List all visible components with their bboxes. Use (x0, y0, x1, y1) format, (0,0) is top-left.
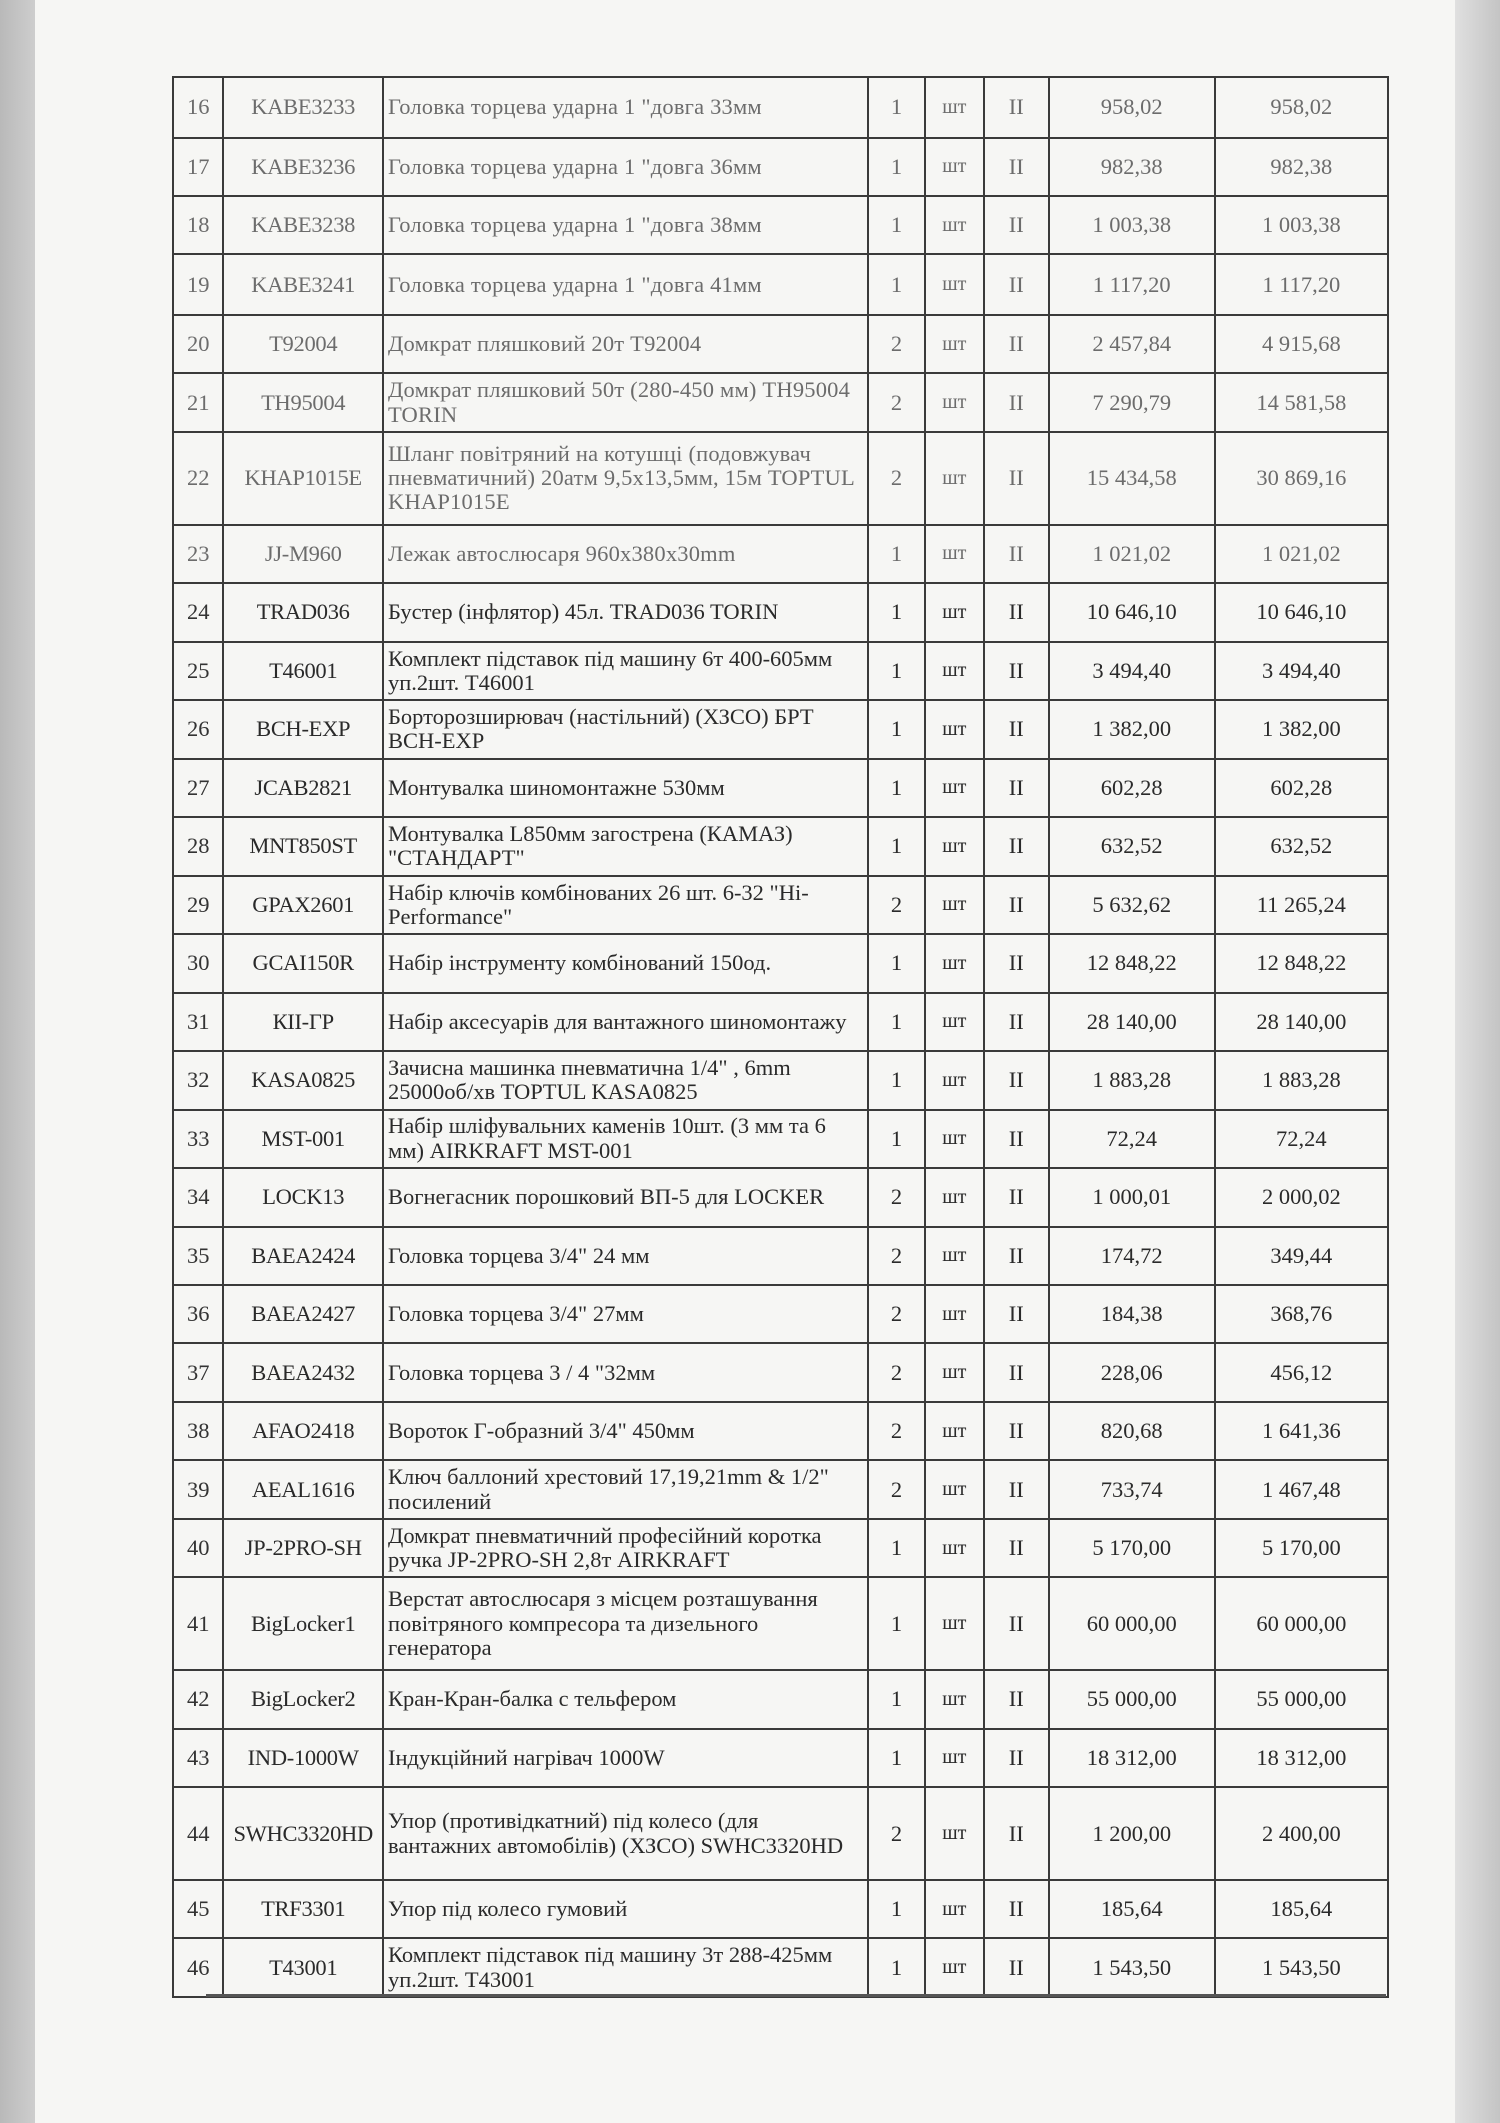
item-sum: 18 312,00 (1215, 1729, 1388, 1787)
item-price: 1 382,00 (1049, 700, 1215, 758)
item-unit: шт (925, 1577, 984, 1670)
item-price: 1 021,02 (1049, 525, 1215, 583)
item-sum: 1 641,36 (1215, 1402, 1388, 1460)
item-code: JJ-M960 (223, 525, 383, 583)
item-price: 1 200,00 (1049, 1787, 1215, 1880)
item-quantity: 2 (868, 1168, 925, 1226)
item-code: BAEA2424 (223, 1227, 383, 1285)
item-name: Монтувалка шиномонтажне 530мм (383, 759, 868, 817)
item-sum: 4 915,68 (1215, 315, 1388, 373)
item-name: Монтувалка L850мм загострена (КАМАЗ) "СТАНДАРТ" (383, 817, 868, 875)
item-name: Шланг повітряний на котушці (подовжувач пневматичний) 20атм 9,5x13,5мм, 15м TOPTUL KHAP1015E (383, 432, 868, 525)
item-name: Упор (противідкатний) під колесо (для вантажних автомобілів) (ХЗСО) SWHC3320HD (383, 1787, 868, 1880)
row-number: 28 (173, 817, 223, 875)
item-grade: II (984, 1460, 1049, 1518)
item-unit: шт (925, 432, 984, 525)
table-row (173, 1051, 1388, 1109)
item-grade: II (984, 1880, 1049, 1938)
item-unit: шт (925, 1519, 984, 1577)
item-quantity: 1 (868, 1519, 925, 1577)
row-number: 30 (173, 934, 223, 992)
row-number: 31 (173, 993, 223, 1051)
item-grade: II (984, 1577, 1049, 1670)
table-row (173, 1227, 1388, 1285)
row-number: 44 (173, 1787, 223, 1880)
item-grade: II (984, 525, 1049, 583)
item-unit: шт (925, 1880, 984, 1938)
item-quantity: 2 (868, 1285, 925, 1343)
table-row (173, 1577, 1388, 1670)
item-quantity: 1 (868, 138, 925, 196)
item-unit: шт (925, 525, 984, 583)
item-unit: шт (925, 1402, 984, 1460)
table-row (173, 817, 1388, 875)
item-price: 10 646,10 (1049, 583, 1215, 641)
item-code: KABE3236 (223, 138, 383, 196)
item-price: 15 434,58 (1049, 432, 1215, 525)
item-code: TRF3301 (223, 1880, 383, 1938)
item-price: 1 000,01 (1049, 1168, 1215, 1226)
item-name: Комплект підставок під машину 6т 400-605мм уп.2шт. T46001 (383, 642, 868, 700)
item-unit: шт (925, 1460, 984, 1518)
table-row (173, 1402, 1388, 1460)
item-name: Головка торцева 3 / 4 "32мм (383, 1343, 868, 1401)
item-price: 1 543,50 (1049, 1938, 1215, 1997)
item-code: BigLocker1 (223, 1577, 383, 1670)
item-sum: 1 543,50 (1215, 1938, 1388, 1997)
item-unit: шт (925, 759, 984, 817)
item-sum: 28 140,00 (1215, 993, 1388, 1051)
item-name: Головка торцева ударна 1 "довга 36мм (383, 138, 868, 196)
item-grade: II (984, 1938, 1049, 1997)
item-code: KASA0825 (223, 1051, 383, 1109)
item-price: 28 140,00 (1049, 993, 1215, 1051)
item-quantity: 1 (868, 583, 925, 641)
item-unit: шт (925, 1227, 984, 1285)
item-unit: шт (925, 254, 984, 315)
row-number: 38 (173, 1402, 223, 1460)
row-number: 33 (173, 1110, 223, 1168)
item-grade: II (984, 934, 1049, 992)
item-sum: 60 000,00 (1215, 1577, 1388, 1670)
item-sum: 1 117,20 (1215, 254, 1388, 315)
item-sum: 349,44 (1215, 1227, 1388, 1285)
item-quantity: 1 (868, 525, 925, 583)
table-row (173, 700, 1388, 758)
row-number: 45 (173, 1880, 223, 1938)
item-unit: шт (925, 1343, 984, 1401)
item-quantity: 2 (868, 1227, 925, 1285)
item-code: JP-2PRO-SH (223, 1519, 383, 1577)
item-code: GPAX2601 (223, 876, 383, 934)
item-price: 174,72 (1049, 1227, 1215, 1285)
item-grade: II (984, 373, 1049, 431)
item-quantity: 1 (868, 1051, 925, 1109)
table-row (173, 315, 1388, 373)
item-price: 55 000,00 (1049, 1670, 1215, 1728)
item-unit: шт (925, 1787, 984, 1880)
item-price: 18 312,00 (1049, 1729, 1215, 1787)
item-name: Ключ баллоний хрестовий 17,19,21mm & 1/2" посилений (383, 1460, 868, 1518)
item-code: KABE3238 (223, 196, 383, 254)
item-name: Верстат автослюсаря з місцем розташування повітряного компресора та дизельного генератора (383, 1577, 868, 1670)
row-number: 35 (173, 1227, 223, 1285)
item-quantity: 1 (868, 934, 925, 992)
item-name: Набір аксесуарів для вантажного шиномонтажу (383, 993, 868, 1051)
item-price: 958,02 (1049, 77, 1215, 138)
row-number: 36 (173, 1285, 223, 1343)
item-unit: шт (925, 817, 984, 875)
item-name: Набір інструменту комбінований 150од. (383, 934, 868, 992)
item-price: 733,74 (1049, 1460, 1215, 1518)
item-code: T46001 (223, 642, 383, 700)
item-sum: 632,52 (1215, 817, 1388, 875)
item-price: 602,28 (1049, 759, 1215, 817)
item-name: Набір ключів комбінованих 26 шт. 6-32 "Hi-Performance" (383, 876, 868, 934)
item-grade: II (984, 583, 1049, 641)
row-number: 17 (173, 138, 223, 196)
item-price: 5 632,62 (1049, 876, 1215, 934)
item-grade: II (984, 1343, 1049, 1401)
item-sum: 1 382,00 (1215, 700, 1388, 758)
row-number: 24 (173, 583, 223, 641)
item-grade: II (984, 642, 1049, 700)
item-name: Індукційний нагрівач 1000W (383, 1729, 868, 1787)
item-grade: II (984, 196, 1049, 254)
item-unit: шт (925, 315, 984, 373)
item-price: 820,68 (1049, 1402, 1215, 1460)
item-sum: 982,38 (1215, 138, 1388, 196)
item-grade: II (984, 700, 1049, 758)
row-number: 21 (173, 373, 223, 431)
item-unit: шт (925, 993, 984, 1051)
item-sum: 72,24 (1215, 1110, 1388, 1168)
item-quantity: 2 (868, 432, 925, 525)
item-quantity: 1 (868, 1110, 925, 1168)
item-grade: II (984, 1729, 1049, 1787)
table-row (173, 1168, 1388, 1226)
item-quantity: 2 (868, 315, 925, 373)
row-number: 42 (173, 1670, 223, 1728)
item-grade: II (984, 876, 1049, 934)
item-grade: II (984, 138, 1049, 196)
item-code: MST-001 (223, 1110, 383, 1168)
item-price: 982,38 (1049, 138, 1215, 196)
table-row (173, 583, 1388, 641)
item-code: TH95004 (223, 373, 383, 431)
item-quantity: 1 (868, 1938, 925, 1997)
item-quantity: 2 (868, 1787, 925, 1880)
row-number: 43 (173, 1729, 223, 1787)
table-row (173, 1729, 1388, 1787)
row-number: 26 (173, 700, 223, 758)
item-grade: II (984, 759, 1049, 817)
item-code: SWHC3320HD (223, 1787, 383, 1880)
item-sum: 368,76 (1215, 1285, 1388, 1343)
item-name: Борторозширювач (настільний) (ХЗСО) БРТ BCH-EXP (383, 700, 868, 758)
item-price: 7 290,79 (1049, 373, 1215, 431)
item-name: Вогнегасник порошковий ВП-5 для LOCKER (383, 1168, 868, 1226)
table-row (173, 138, 1388, 196)
item-grade: II (984, 1402, 1049, 1460)
item-quantity: 1 (868, 254, 925, 315)
row-number: 46 (173, 1938, 223, 1997)
row-number: 16 (173, 77, 223, 138)
row-number: 23 (173, 525, 223, 583)
item-name: Головка торцева 3/4" 24 мм (383, 1227, 868, 1285)
item-unit: шт (925, 77, 984, 138)
item-quantity: 2 (868, 1343, 925, 1401)
table-row (173, 759, 1388, 817)
item-name: Зачисна машинка пневматична 1/4" , 6mm 25000об/хв TOPTUL KASA0825 (383, 1051, 868, 1109)
row-number: 32 (173, 1051, 223, 1109)
table-row (173, 642, 1388, 700)
item-code: BAEA2432 (223, 1343, 383, 1401)
item-unit: шт (925, 1285, 984, 1343)
row-number: 20 (173, 315, 223, 373)
table-row (173, 196, 1388, 254)
item-grade: II (984, 315, 1049, 373)
item-quantity: 1 (868, 1670, 925, 1728)
item-unit: шт (925, 196, 984, 254)
table-row (173, 993, 1388, 1051)
item-grade: II (984, 993, 1049, 1051)
item-name: Кран-Кран-балка с тельфером (383, 1670, 868, 1728)
table-row (173, 1787, 1388, 1880)
item-unit: шт (925, 583, 984, 641)
row-number: 27 (173, 759, 223, 817)
item-code: КІІ-ГР (223, 993, 383, 1051)
item-price: 3 494,40 (1049, 642, 1215, 700)
item-grade: II (984, 1285, 1049, 1343)
item-grade: II (984, 1051, 1049, 1109)
item-quantity: 2 (868, 373, 925, 431)
item-sum: 456,12 (1215, 1343, 1388, 1401)
table-row (173, 432, 1388, 525)
item-name: Головка торцева ударна 1 "довга 33мм (383, 77, 868, 138)
item-code: KABE3233 (223, 77, 383, 138)
item-unit: шт (925, 1168, 984, 1226)
item-sum: 5 170,00 (1215, 1519, 1388, 1577)
item-code: KABE3241 (223, 254, 383, 315)
item-code: BAEA2427 (223, 1285, 383, 1343)
item-quantity: 2 (868, 876, 925, 934)
item-unit: шт (925, 700, 984, 758)
item-code: AFAO2418 (223, 1402, 383, 1460)
item-sum: 1 003,38 (1215, 196, 1388, 254)
item-unit: шт (925, 934, 984, 992)
item-quantity: 1 (868, 1880, 925, 1938)
row-number: 22 (173, 432, 223, 525)
item-price: 1 117,20 (1049, 254, 1215, 315)
item-sum: 30 869,16 (1215, 432, 1388, 525)
item-grade: II (984, 1787, 1049, 1880)
row-number: 18 (173, 196, 223, 254)
item-sum: 12 848,22 (1215, 934, 1388, 992)
item-unit: шт (925, 1110, 984, 1168)
items-table (172, 76, 1389, 1998)
row-number: 25 (173, 642, 223, 700)
item-quantity: 1 (868, 196, 925, 254)
table-row (173, 373, 1388, 431)
item-quantity: 2 (868, 1460, 925, 1518)
item-code: MNT850ST (223, 817, 383, 875)
table-bottom-border (206, 1994, 1386, 1997)
row-number: 37 (173, 1343, 223, 1401)
item-price: 5 170,00 (1049, 1519, 1215, 1577)
item-unit: шт (925, 373, 984, 431)
item-price: 72,24 (1049, 1110, 1215, 1168)
row-number: 41 (173, 1577, 223, 1670)
item-quantity: 2 (868, 1402, 925, 1460)
item-name: Упор під колесо гумовий (383, 1880, 868, 1938)
item-grade: II (984, 1168, 1049, 1226)
item-quantity: 1 (868, 1729, 925, 1787)
item-sum: 3 494,40 (1215, 642, 1388, 700)
item-unit: шт (925, 642, 984, 700)
item-grade: II (984, 1110, 1049, 1168)
item-name: Головка торцева 3/4" 27мм (383, 1285, 868, 1343)
item-price: 1 003,38 (1049, 196, 1215, 254)
item-sum: 1 021,02 (1215, 525, 1388, 583)
item-price: 12 848,22 (1049, 934, 1215, 992)
table-row (173, 1519, 1388, 1577)
item-sum: 1 883,28 (1215, 1051, 1388, 1109)
row-number: 19 (173, 254, 223, 315)
item-unit: шт (925, 1051, 984, 1109)
item-name: Набір шліфувальних каменів 10шт. (3 мм та 6 мм) AIRKRAFT MST-001 (383, 1110, 868, 1168)
item-unit: шт (925, 1670, 984, 1728)
table-row (173, 1670, 1388, 1728)
table-row (173, 1938, 1388, 1997)
item-grade: II (984, 1519, 1049, 1577)
item-grade: II (984, 254, 1049, 315)
item-grade: II (984, 1227, 1049, 1285)
item-sum: 14 581,58 (1215, 373, 1388, 431)
item-grade: II (984, 1670, 1049, 1728)
item-code: AEAL1616 (223, 1460, 383, 1518)
table-row (173, 254, 1388, 315)
item-sum: 2 000,02 (1215, 1168, 1388, 1226)
item-price: 185,64 (1049, 1880, 1215, 1938)
item-sum: 958,02 (1215, 77, 1388, 138)
table-row (173, 1880, 1388, 1938)
item-sum: 602,28 (1215, 759, 1388, 817)
item-code: GCAI150R (223, 934, 383, 992)
item-price: 1 883,28 (1049, 1051, 1215, 1109)
item-price: 60 000,00 (1049, 1577, 1215, 1670)
item-code: LOCK13 (223, 1168, 383, 1226)
item-name: Лежак автослюсаря 960x380x30mm (383, 525, 868, 583)
item-quantity: 1 (868, 642, 925, 700)
row-number: 29 (173, 876, 223, 934)
table-row (173, 934, 1388, 992)
item-sum: 1 467,48 (1215, 1460, 1388, 1518)
item-code: KHAP1015E (223, 432, 383, 525)
item-quantity: 1 (868, 1577, 925, 1670)
item-quantity: 1 (868, 77, 925, 138)
item-code: T43001 (223, 1938, 383, 1997)
item-sum: 55 000,00 (1215, 1670, 1388, 1728)
table-row (173, 77, 1388, 138)
item-sum: 2 400,00 (1215, 1787, 1388, 1880)
row-number: 39 (173, 1460, 223, 1518)
item-name: Бустер (інфлятор) 45л. TRAD036 TORIN (383, 583, 868, 641)
item-grade: II (984, 77, 1049, 138)
item-price: 2 457,84 (1049, 315, 1215, 373)
item-quantity: 1 (868, 700, 925, 758)
item-quantity: 1 (868, 993, 925, 1051)
item-unit: шт (925, 138, 984, 196)
table-row (173, 876, 1388, 934)
item-grade: II (984, 432, 1049, 525)
item-name: Домкрат пляшковий 50т (280-450 мм) TH95004 TORIN (383, 373, 868, 431)
item-unit: шт (925, 1729, 984, 1787)
item-quantity: 1 (868, 759, 925, 817)
item-code: BCH-EXP (223, 700, 383, 758)
item-price: 228,06 (1049, 1343, 1215, 1401)
item-code: JCAB2821 (223, 759, 383, 817)
table-body (173, 77, 1388, 1997)
table-row (173, 1343, 1388, 1401)
item-price: 632,52 (1049, 817, 1215, 875)
row-number: 34 (173, 1168, 223, 1226)
item-code: T92004 (223, 315, 383, 373)
item-name: Домкрат пляшковий 20т T92004 (383, 315, 868, 373)
item-name: Комплект підставок під машину 3т 288-425мм уп.2шт. T43001 (383, 1938, 868, 1997)
item-unit: шт (925, 876, 984, 934)
table-row (173, 1460, 1388, 1518)
item-sum: 185,64 (1215, 1880, 1388, 1938)
item-quantity: 1 (868, 817, 925, 875)
item-price: 184,38 (1049, 1285, 1215, 1343)
row-number: 40 (173, 1519, 223, 1577)
item-name: Головка торцева ударна 1 "довга 41мм (383, 254, 868, 315)
table-row (173, 525, 1388, 583)
item-grade: II (984, 817, 1049, 875)
item-name: Вороток Г-образний 3/4" 450мм (383, 1402, 868, 1460)
item-code: BigLocker2 (223, 1670, 383, 1728)
item-sum: 11 265,24 (1215, 876, 1388, 934)
item-sum: 10 646,10 (1215, 583, 1388, 641)
table-row (173, 1285, 1388, 1343)
item-code: TRAD036 (223, 583, 383, 641)
table-row (173, 1110, 1388, 1168)
item-name: Домкрат пневматичний професійний коротка ручка JP-2PRO-SH 2,8т AIRKRAFT (383, 1519, 868, 1577)
item-unit: шт (925, 1938, 984, 1997)
item-name: Головка торцева ударна 1 "довга 38мм (383, 196, 868, 254)
item-code: IND-1000W (223, 1729, 383, 1787)
